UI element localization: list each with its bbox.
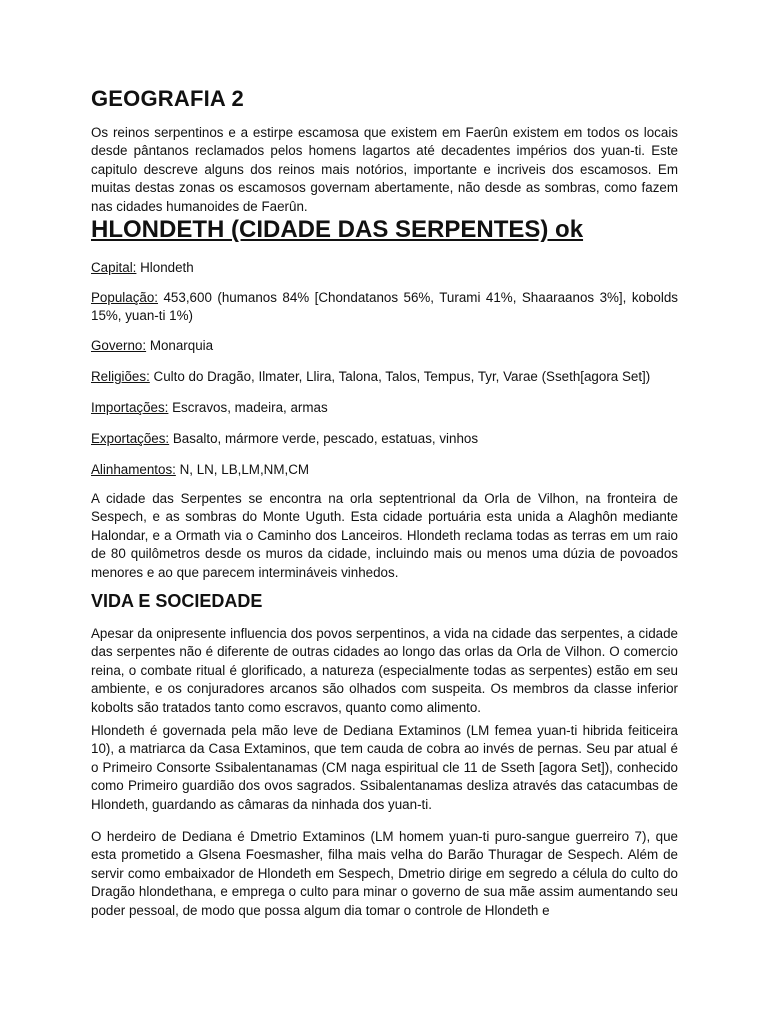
field-value: Culto do Dragão, Ilmater, Llira, Talona, Talos, Tempus, Tyr, Varae (Sseth[agora Set])	[149, 369, 651, 384]
field-label: Exportações:	[91, 431, 170, 446]
field-value: Basalto, mármore verde, pescado, estatuas, vinhos	[169, 431, 479, 446]
document-title: GEOGRAFIA 2	[91, 86, 244, 111]
field-label: Religiões:	[91, 369, 150, 384]
field-importacoes	[91, 399, 678, 417]
field-value: 453,600 (humanos 84% [Chondatanos 56%, Turami 41%, Shaaraanos 3%], kobolds 15%, yuan-ti 1%)	[91, 290, 678, 324]
field-capital	[91, 259, 678, 277]
subheading-vida-e-sociedade: VIDA E SOCIEDADE	[91, 591, 263, 611]
intro-paragraph: Os reinos serpentinos e a estirpe escamosa que existem em Faerûn existem em todos os locais desde pântanos reclamados pelos homens lagartos até decadentes impérios dos yuan-ti. Este capitulo descreve alguns dos reinos mais notórios, importante e incriveis dos escamosos. Em muitas destas zonas os escamosos governam abertamente, não desde as sombras, como fazem nas cidades humanoides de Faerûn.	[91, 125, 678, 214]
field-label: Governo:	[91, 338, 147, 353]
field-value: Hlondeth	[136, 260, 194, 275]
society-paragraph: O herdeiro de Dediana é Dmetrio Extaminos (LM homem yuan-ti puro-sangue guerreiro 7), que esta prometido a Glsena Foesmasher, filha mais velha do Barão Thuragar de Sespech. Além de servir como embaixador de Hlondeth em Sespech, Dmetrio dirige em segredo a célula do culto do Dragão hlondethana, e emprega o culto para minar o governo de sua mãe assim aumentando seu poder pessoal, de modo que possa algum dia tomar o controle de Hlondeth e	[91, 829, 678, 918]
field-value: N, LN, LB,LM,NM,CM	[175, 462, 310, 477]
section-heading-hlondeth: HLONDETH (CIDADE DAS SERPENTES) ok	[91, 216, 584, 243]
field-label: Capital:	[91, 260, 137, 275]
field-religioes	[91, 368, 678, 386]
society-paragraph: Apesar da onipresente influencia dos povos serpentinos, a vida na cidade das serpentes, a cidade das serpentes não é diferente de outras cidades ao longo das orlas da Orla de Vilhon. O comercio reina, o combate ritual é glorificado, a natureza (especialmente todas as serpentes) estão em seu ambiente, e os conjuradores arcanos são olhados com suspeita. Os membros da classe inferior kobolts são tratados tanto como escravos, quanto como alimento.	[91, 626, 678, 715]
field-label: Alinhamentos:	[91, 462, 176, 477]
field-governo	[91, 337, 678, 355]
field-value: Monarquia	[146, 338, 214, 353]
field-exportacoes	[91, 430, 678, 448]
field-label: Importações:	[91, 400, 169, 415]
field-value: Escravos, madeira, armas	[168, 400, 328, 415]
city-paragraph: A cidade das Serpentes se encontra na orla septentrional da Orla de Vilhon, na fronteira de Sespech, e as sombras do Monte Uguth. Esta cidade portuária esta unida a Alaghôn mediante Halondar, e a Ormath via o Caminho dos Lanceiros. Hlondeth reclama todas as terras em um raio de 80 quilômetros desde os muros da cidade, incluindo mais ou menos uma dúzia de povoados menores e ao que parecem intermináveis vinhedos.	[91, 491, 678, 580]
field-populacao	[91, 289, 678, 326]
field-label: População:	[91, 290, 159, 305]
society-paragraph: Hlondeth é governada pela mão leve de Dediana Extaminos (LM femea yuan-ti hibrida feiticeira 10), a matriarca da Casa Extaminos, que tem cauda de cobra ao invés de pernas. Seu par atual é o Primeiro Consorte Ssibalentanamas (CM naga espiritual cle 11 de Sseth [agora Set]), conhecido como Primeiro guardião dos ovos sagrados. Ssibalentanamas desliza através das catacumbas de Hlondeth, guardando as câmaras da ninhada dos yuan-ti.	[91, 723, 678, 812]
field-alinhamentos	[91, 461, 678, 479]
